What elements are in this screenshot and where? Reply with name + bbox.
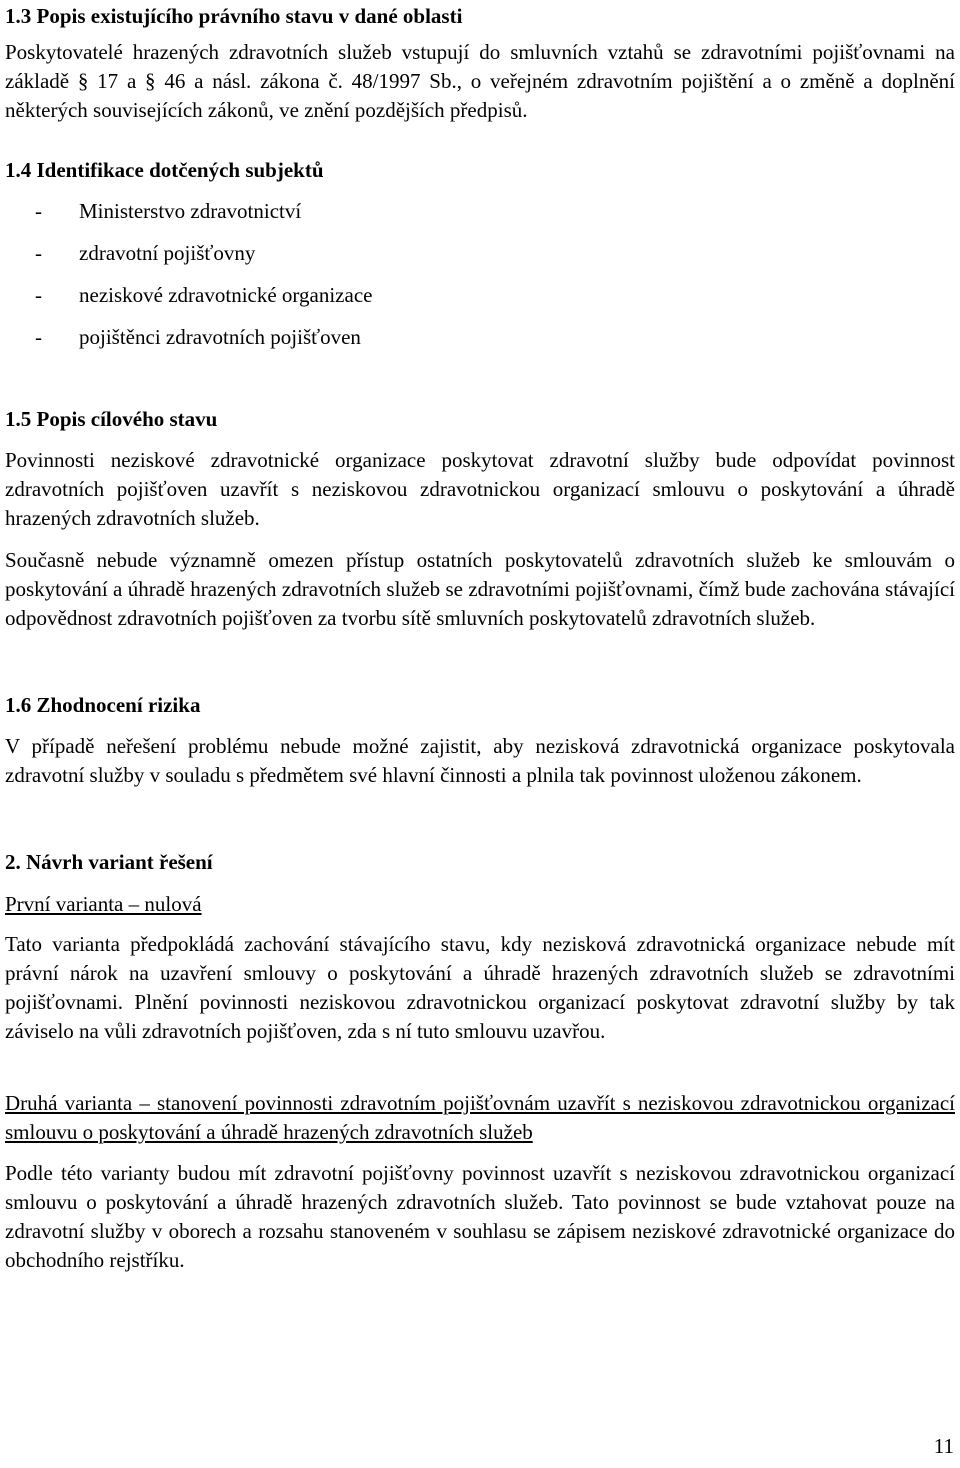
section-1-4: [5, 156, 955, 184]
variant-title: Druhá varianta – stanovení povinnosti zdravotním pojišťovnám uzavřít s neziskovou zdravotnickou organizací smlouvu o poskytování a úhradě hrazených zdravotních služeb: [5, 1091, 955, 1144]
section-2: [5, 848, 955, 876]
section-heading: 1.6 Zhodnocení rizika: [5, 693, 201, 717]
section-heading: 2. Návrh variant řešení: [5, 850, 213, 874]
section-1-6: [5, 691, 955, 719]
section-heading: 1.5 Popis cílového stavu: [5, 407, 218, 431]
paragraph: Současně nebude významně omezen přístup ostatních poskytovatelů zdravotních služeb ke smlouvám o poskytování a úhradě hrazených zdravotních služeb se zdravotními pojišťovnami, čímž bude zachována stávající odpovědnost zdravotních pojišťoven za tvorbu sítě smluvních poskytovatelů zdravotních služeb.: [5, 548, 955, 630]
paragraph: Povinnosti neziskové zdravotnické organizace poskytovat zdravotní služby bude odpovídat povinnost zdravotních pojišťoven uzavřít s neziskovou zdravotnickou organizací smlouvu o poskytování a úhradě hrazených zdravotních služeb.: [5, 448, 955, 530]
paragraph: Tato varianta předpokládá zachování stávajícího stavu, kdy nezisková zdravotnická organizace nebude mít právní nárok na uzavření smlouvy o poskytování a úhradě hrazených zdravotních služeb se zdravotními pojišťovnami. Plnění povinnosti neziskovou zdravotnickou organizací poskytovat zdravotní služby by tak záviselo na vůli zdravotních pojišťoven, zda s ní tuto smlouvu uzavřou.: [5, 932, 955, 1043]
section-1-3: [5, 2, 955, 30]
list-item: - pojištěnci zdravotních pojišťoven: [35, 325, 361, 349]
list-item: - Ministerstvo zdravotnictví: [35, 199, 302, 223]
paragraph: Poskytovatelé hrazených zdravotních služeb vstupují do smluvních vztahů se zdravotními pojišťovnami na základě § 17 a § 46 a násl. zákona č. 48/1997 Sb., o veřejném zdravotním pojištění a o změně a doplnění některých souvisejících zákonů, ve znění pozdějších předpisů.: [5, 40, 955, 122]
variant-title: První varianta – nulová: [5, 892, 202, 916]
section-heading: 1.4 Identifikace dotčených subjektů: [5, 158, 324, 182]
list-item: - zdravotní pojišťovny: [35, 241, 256, 265]
paragraph: V případě neřešení problému nebude možné zajistit, aby nezisková zdravotnická organizace poskytovala zdravotní služby v souladu s předmětem své hlavní činnosti a plnila tak povinnost uloženou zákonem.: [5, 734, 955, 787]
subject-list: [5, 190, 955, 358]
page-number: 11: [933, 1434, 954, 1458]
section-heading: 1.3 Popis existujícího právního stavu v dané oblasti: [5, 4, 463, 28]
section-1-5: [5, 405, 955, 433]
paragraph: Podle této varianty budou mít zdravotní pojišťovny povinnost uzavřít s neziskovou zdravotnickou organizací smlouvu o poskytování a úhradě hrazených zdravotních služeb. Tato povinnost se bude vztahovat pouze na zdravotní služby v oborech a rozsahu stanoveném v souhlasu se zápisem neziskové zdravotnické organizace do obchodního rejstříku.: [5, 1161, 955, 1272]
list-item: - neziskové zdravotnické organizace: [35, 283, 373, 307]
